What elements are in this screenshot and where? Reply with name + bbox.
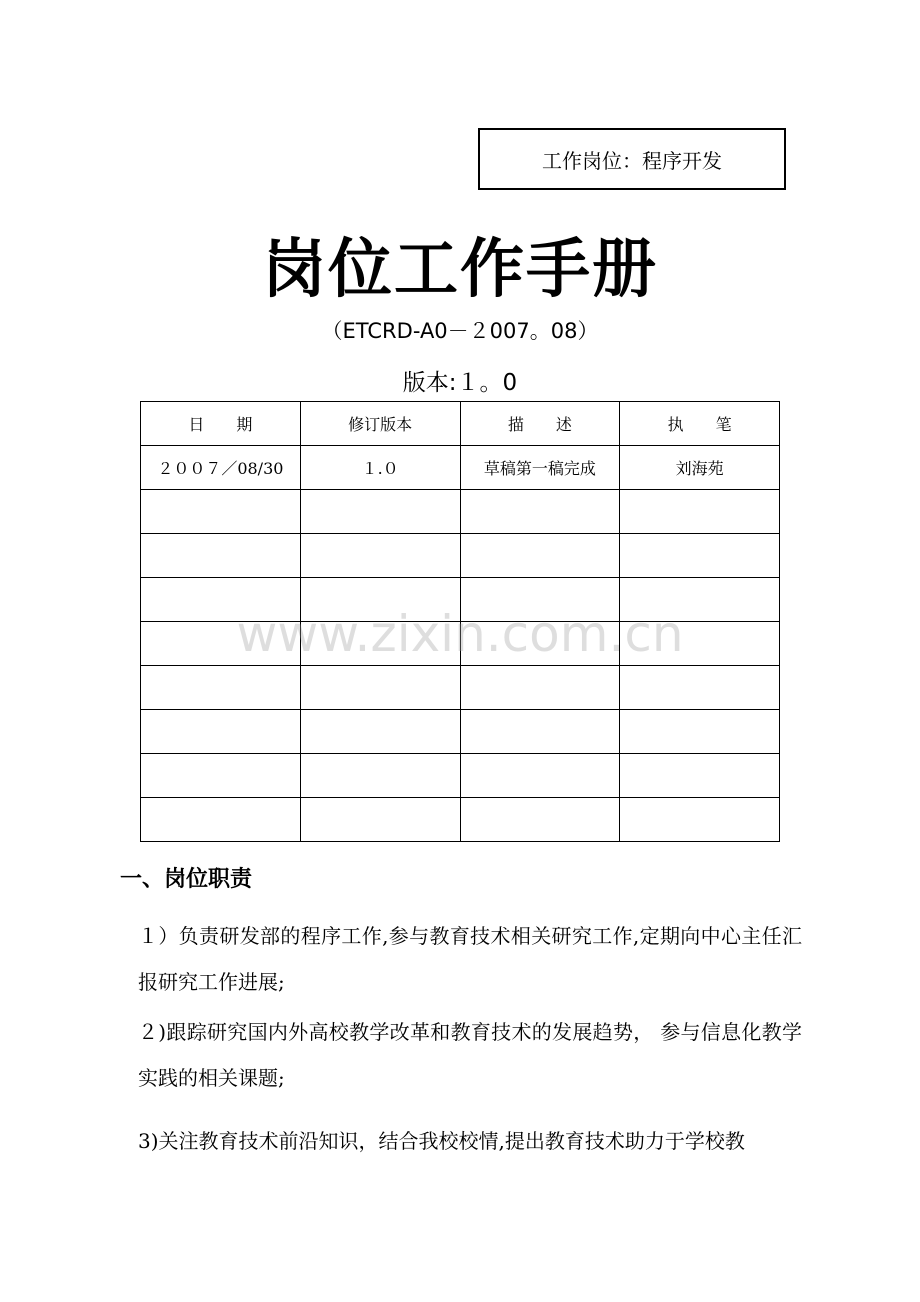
cell-author	[620, 666, 780, 710]
cell-date	[141, 754, 301, 798]
table-row	[141, 490, 780, 534]
header-date: 日 期	[141, 402, 301, 446]
cell-author	[620, 622, 780, 666]
revision-table	[140, 401, 780, 842]
cell-description	[460, 666, 620, 710]
cell-author	[620, 798, 780, 842]
section-heading-duties: 一、岗位职责	[120, 867, 253, 892]
cell-date	[141, 622, 301, 666]
cell-revision	[300, 798, 460, 842]
cell-author	[620, 710, 780, 754]
table-row	[141, 622, 780, 666]
table-row	[141, 798, 780, 842]
cell-author: 刘海苑	[620, 446, 780, 490]
document-title: 岗位工作手册	[262, 233, 658, 307]
cell-date	[141, 578, 301, 622]
cell-date	[141, 710, 301, 754]
header-description: 描 述	[460, 402, 620, 446]
cell-revision	[300, 578, 460, 622]
table-row	[141, 534, 780, 578]
cell-description	[460, 798, 620, 842]
cell-date	[141, 534, 301, 578]
cell-author	[620, 754, 780, 798]
cell-revision	[300, 666, 460, 710]
cell-revision: １.０	[300, 446, 460, 490]
job-position-box	[478, 128, 786, 190]
cell-description	[460, 710, 620, 754]
cell-description	[460, 578, 620, 622]
table-row	[141, 754, 780, 798]
table-row	[141, 446, 780, 490]
duty-paragraph-1: １）负责研发部的程序工作,参与教育技术相关研究工作,定期向中心主任汇报研究工作进展;	[138, 924, 802, 994]
cell-author	[620, 534, 780, 578]
document-code: （ETCRD-A0－２007。08）	[321, 319, 599, 343]
cell-revision	[300, 534, 460, 578]
cell-description	[460, 754, 620, 798]
cell-date	[141, 666, 301, 710]
duty-paragraph-2: ２)跟踪研究国内外高校教学改革和教育技术的发展趋势， 参与信息化教学实践的相关课题;	[138, 1020, 802, 1090]
document-version: 版本:１。0	[402, 370, 518, 396]
cell-revision	[300, 710, 460, 754]
job-position-label: 工作岗位：程序开发	[542, 148, 722, 173]
table-row	[141, 710, 780, 754]
watermark-text: www.zixin.com.cn	[236, 605, 684, 663]
cell-author	[620, 490, 780, 534]
cell-author	[620, 578, 780, 622]
cell-description	[460, 490, 620, 534]
header-author: 执 笔	[620, 402, 780, 446]
table-header-row	[141, 402, 780, 446]
duty-paragraph-3: 3)关注教育技术前沿知识，结合我校校情,提出教育技术助力于学校教	[138, 1129, 745, 1153]
cell-description	[460, 534, 620, 578]
table-row	[141, 578, 780, 622]
cell-description: 草稿第一稿完成	[460, 446, 620, 490]
cell-description	[460, 622, 620, 666]
cell-revision	[300, 622, 460, 666]
cell-date	[141, 490, 301, 534]
table-row	[141, 666, 780, 710]
cell-date	[141, 798, 301, 842]
cell-date: ２００７／08/30	[141, 446, 301, 490]
cell-revision	[300, 754, 460, 798]
cell-revision	[300, 490, 460, 534]
header-revision: 修订版本	[300, 402, 460, 446]
